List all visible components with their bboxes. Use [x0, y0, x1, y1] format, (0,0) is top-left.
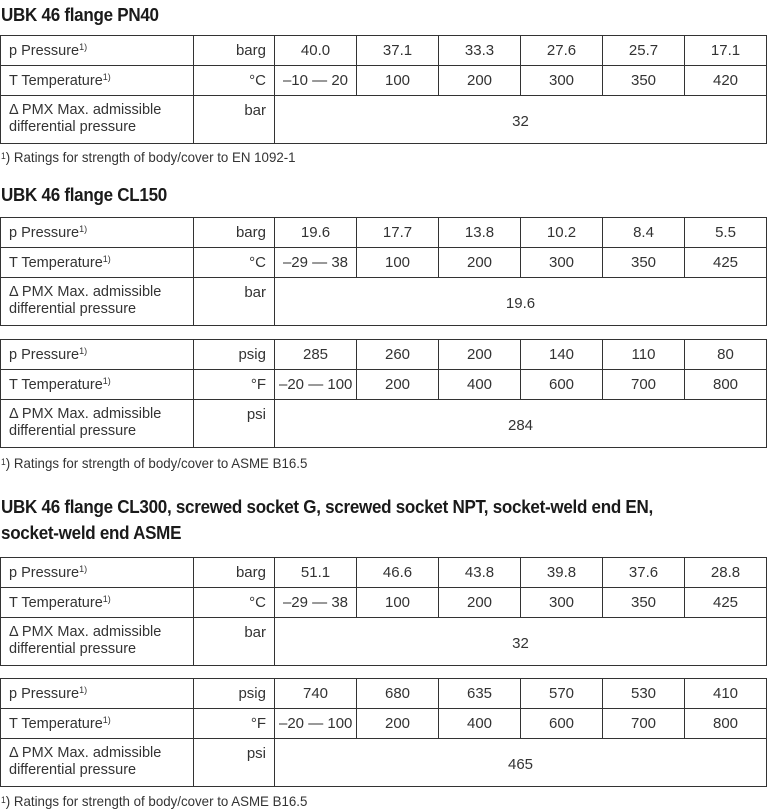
value-cell: 8.4: [603, 218, 685, 248]
value-cell: 43.8: [439, 558, 521, 588]
merged-value-cell: 32: [275, 618, 767, 666]
value-cell: 350: [603, 66, 685, 96]
value-cell: 39.8: [521, 558, 603, 588]
row-label: p Pressure$^{1)}$: [1, 340, 194, 370]
row-label: T Temperature$^{1)}$: [1, 66, 194, 96]
row-label: Δ PMX Max. admissible differential pressure: [1, 618, 194, 666]
value-cell: 200: [357, 370, 439, 400]
value-cell: –29 — 38: [275, 588, 357, 618]
value-cell: 17.1: [685, 36, 767, 66]
unit-cell: bar: [194, 278, 275, 326]
differential-pressure-row: [1, 278, 767, 326]
merged-value-cell: 32: [275, 96, 767, 144]
value-cell: 200: [439, 248, 521, 278]
value-cell: 25.7: [603, 36, 685, 66]
pressure-row: [1, 340, 767, 370]
ratings-table-cl300-imperial: [0, 678, 767, 787]
value-cell: 46.6: [357, 558, 439, 588]
value-cell: 800: [685, 709, 767, 739]
unit-cell: °C: [194, 588, 275, 618]
value-cell: 5.5: [685, 218, 767, 248]
footnote-cl300: $^1$) Ratings for strength of body/cover to ASME B16.5: [1, 793, 308, 809]
row-label: p Pressure$^{1)}$: [1, 558, 194, 588]
row-label: Δ PMX Max. admissible differential pressure: [1, 400, 194, 448]
value-cell: 110: [603, 340, 685, 370]
differential-pressure-row: [1, 618, 767, 666]
value-cell: 530: [603, 679, 685, 709]
row-label: Δ PMX Max. admissible differential pressure: [1, 96, 194, 144]
value-cell: 400: [439, 709, 521, 739]
value-cell: 420: [685, 66, 767, 96]
ratings-table-cl300-metric: [0, 557, 767, 666]
value-cell: 680: [357, 679, 439, 709]
value-cell: 80: [685, 340, 767, 370]
value-cell: 100: [357, 248, 439, 278]
differential-pressure-row: [1, 739, 767, 787]
value-cell: 700: [603, 370, 685, 400]
value-cell: 300: [521, 588, 603, 618]
temperature-row: [1, 370, 767, 400]
value-cell: 410: [685, 679, 767, 709]
unit-cell: psi: [194, 739, 275, 787]
value-cell: 51.1: [275, 558, 357, 588]
value-cell: 27.6: [521, 36, 603, 66]
value-cell: 425: [685, 248, 767, 278]
row-label: T Temperature$^{1)}$: [1, 709, 194, 739]
row-label: T Temperature$^{1)}$: [1, 588, 194, 618]
pressure-row: [1, 558, 767, 588]
value-cell: 17.7: [357, 218, 439, 248]
section-title-cl150: UBK 46 flange CL150: [1, 184, 167, 205]
unit-cell: barg: [194, 218, 275, 248]
value-cell: 100: [357, 66, 439, 96]
value-cell: 37.6: [603, 558, 685, 588]
footnote-pn40: $^1$) Ratings for strength of body/cover to EN 1092-1: [1, 149, 296, 165]
value-cell: 400: [439, 370, 521, 400]
merged-value-cell: 465: [275, 739, 767, 787]
row-label: Δ PMX Max. admissible differential pressure: [1, 739, 194, 787]
unit-cell: psig: [194, 679, 275, 709]
value-cell: 635: [439, 679, 521, 709]
temperature-row: [1, 588, 767, 618]
temperature-row: [1, 248, 767, 278]
differential-pressure-row: [1, 400, 767, 448]
temperature-row: [1, 709, 767, 739]
unit-cell: °F: [194, 709, 275, 739]
value-cell: 425: [685, 588, 767, 618]
value-cell: 28.8: [685, 558, 767, 588]
merged-value-cell: 284: [275, 400, 767, 448]
row-label: T Temperature$^{1)}$: [1, 248, 194, 278]
row-label: p Pressure$^{1)}$: [1, 36, 194, 66]
unit-cell: bar: [194, 96, 275, 144]
differential-pressure-row: [1, 96, 767, 144]
pressure-row: [1, 218, 767, 248]
temperature-row: [1, 66, 767, 96]
value-cell: 800: [685, 370, 767, 400]
value-cell: 200: [439, 66, 521, 96]
value-cell: 700: [603, 709, 685, 739]
unit-cell: °F: [194, 370, 275, 400]
value-cell: 260: [357, 340, 439, 370]
value-cell: 200: [357, 709, 439, 739]
section-title-pn40: UBK 46 flange PN40: [1, 4, 159, 25]
value-cell: 33.3: [439, 36, 521, 66]
value-cell: 13.8: [439, 218, 521, 248]
unit-cell: °C: [194, 66, 275, 96]
value-cell: 140: [521, 340, 603, 370]
unit-cell: barg: [194, 36, 275, 66]
value-cell: 600: [521, 709, 603, 739]
value-cell: 300: [521, 248, 603, 278]
pressure-row: [1, 679, 767, 709]
row-label: p Pressure$^{1)}$: [1, 679, 194, 709]
value-cell: –10 — 20: [275, 66, 357, 96]
value-cell: 570: [521, 679, 603, 709]
value-cell: 100: [357, 588, 439, 618]
ratings-table-cl150-metric: [0, 217, 767, 326]
section-title-cl300: UBK 46 flange CL300, screwed socket G, screwed socket NPT, socket-weld end EN, socket-weld end ASME: [1, 496, 653, 543]
value-cell: 19.6: [275, 218, 357, 248]
unit-cell: psig: [194, 340, 275, 370]
row-label: p Pressure$^{1)}$: [1, 218, 194, 248]
pressure-row: [1, 36, 767, 66]
value-cell: 740: [275, 679, 357, 709]
ratings-table-cl150-imperial: [0, 339, 767, 448]
value-cell: 37.1: [357, 36, 439, 66]
value-cell: 10.2: [521, 218, 603, 248]
value-cell: 350: [603, 248, 685, 278]
value-cell: 200: [439, 588, 521, 618]
value-cell: 40.0: [275, 36, 357, 66]
row-label: Δ PMX Max. admissible differential pressure: [1, 278, 194, 326]
value-cell: –20 — 100: [275, 370, 357, 400]
merged-value-cell: 19.6: [275, 278, 767, 326]
value-cell: 600: [521, 370, 603, 400]
value-cell: –29 — 38: [275, 248, 357, 278]
row-label: T Temperature$^{1)}$: [1, 370, 194, 400]
value-cell: 285: [275, 340, 357, 370]
value-cell: 350: [603, 588, 685, 618]
value-cell: 300: [521, 66, 603, 96]
unit-cell: °C: [194, 248, 275, 278]
unit-cell: barg: [194, 558, 275, 588]
footnote-cl150: $^1$) Ratings for strength of body/cover to ASME B16.5: [1, 455, 308, 471]
value-cell: –20 — 100: [275, 709, 357, 739]
unit-cell: bar: [194, 618, 275, 666]
value-cell: 200: [439, 340, 521, 370]
ratings-table-pn40: [0, 35, 767, 144]
unit-cell: psi: [194, 400, 275, 448]
